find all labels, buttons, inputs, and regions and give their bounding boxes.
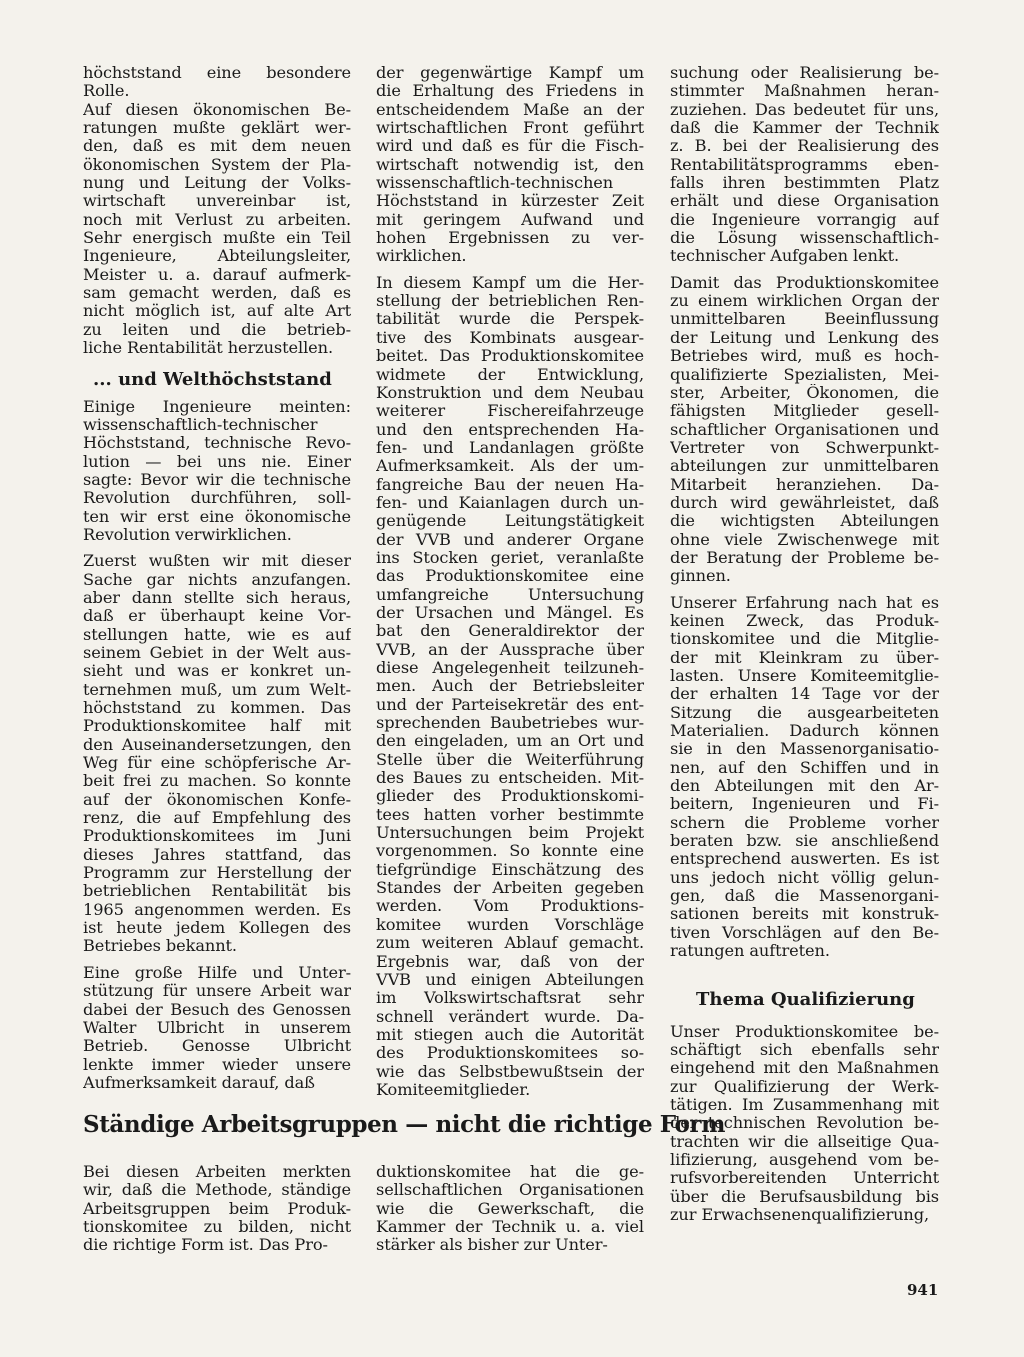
text-line: zur Erwachsenenqualifizierung,	[670, 1205, 930, 1224]
text-line: den eingeladen, um an Ort und	[376, 732, 644, 751]
text-line: sieht und was er konkret un-	[83, 662, 351, 681]
text-line: schaftlicher Organisationen und	[670, 420, 939, 439]
text-line: ginnen.	[670, 567, 731, 586]
text-line: Materialien. Dadurch können	[670, 722, 939, 741]
text-line: Auf diesen ökonomischen Be-	[83, 100, 351, 119]
text-line: wird und daß es für die Fisch-	[376, 137, 644, 156]
text-line: und den entsprechenden Ha-	[376, 420, 644, 439]
text-line: tiven Vorschlägen auf den Be-	[670, 923, 939, 942]
text-line: diese Angelegenheit teilzuneh-	[376, 659, 644, 677]
text-line: höchststand eine besondere	[83, 64, 351, 82]
text-line: daß die Kammer der Technik	[670, 119, 939, 138]
text-line: schern die Probleme vorher	[670, 813, 939, 832]
text-line: Betriebes bekannt.	[83, 937, 237, 956]
text-line: wirtschaft unvereinbar ist,	[83, 192, 351, 211]
text-line: Walter Ulbricht in unserem	[83, 1018, 351, 1037]
text-line: tätigen. Im Zusammenhang mit	[670, 1095, 939, 1114]
text-line: Stelle über die Weiterführung	[376, 750, 644, 769]
text-line: gen, daß die Massenorgani-	[670, 887, 939, 906]
text-line: der Leitung und Lenkung des	[670, 328, 939, 347]
text-line: des Baues zu entscheiden. Mit-	[376, 769, 644, 788]
text-line: Vertreter von Schwerpunkt-	[670, 438, 939, 457]
text-line: daß er überhaupt keine Vor-	[83, 607, 351, 626]
text-line: Revolution verwirklichen.	[83, 525, 292, 544]
lower-column-1	[83, 1163, 351, 1255]
text-line: In diesem Kampf um die Her-	[376, 273, 644, 292]
subheading-thema-qualifizierung: Thema Qualifizierung	[696, 988, 915, 1010]
text-line: sam gemacht werden, daß es	[83, 284, 351, 303]
text-line: stellungen hatte, wie es auf	[83, 625, 351, 644]
text-line: wie das Selbstbewußtsein der	[376, 1062, 644, 1081]
text-line: 1965 angenommen werden. Es	[83, 900, 351, 919]
text-line: beitern, Ingenieuren und Fi-	[670, 795, 939, 814]
text-line: keinen Zweck, das Produk-	[670, 611, 939, 630]
column-1-body-bottom	[83, 398, 351, 1093]
text-line: erhält und diese Organisation	[670, 192, 939, 211]
text-line: der mit Kleinkram zu über-	[670, 648, 939, 667]
text-line: wirtschaftlichen Front geführt	[376, 119, 644, 138]
text-line: beitet. Das Produktionskomitee	[376, 347, 644, 366]
text-line: Sehr energisch mußte ein Teil	[83, 229, 351, 248]
text-line: glieder des Produktionskomi-	[376, 787, 644, 806]
text-line: wie die Gewerkschaft, die	[376, 1199, 644, 1218]
text-line: zu einem wirklichen Organ der	[670, 292, 939, 311]
text-line: ohne viele Zwischenwege mit	[670, 530, 939, 549]
text-line: sationen bereits mit konstruk-	[670, 905, 939, 924]
text-line: Revolution durchführen, soll-	[83, 489, 351, 508]
text-line: Programm zur Herstellung der	[83, 864, 351, 883]
text-line: entscheidendem Maße an der	[376, 100, 644, 119]
text-line: Sache gar nichts anzufangen.	[83, 570, 351, 589]
text-line: wir, daß die Methode, ständige	[83, 1181, 351, 1200]
text-line: seinem Gebiet in der Welt aus-	[83, 643, 351, 662]
text-line: über die Berufsausbildung bis	[670, 1187, 939, 1206]
text-line: Einige Ingenieure meinten:	[83, 397, 351, 416]
text-line: Damit das Produktionskomitee	[670, 273, 939, 292]
text-line: und der Parteisekretär des ent-	[376, 695, 644, 714]
text-line: vorgenommen. So konnte eine	[376, 842, 644, 861]
text-line: Aufmerksamkeit. Als der um-	[376, 457, 644, 476]
text-line: Sitzung die ausgearbeiteten	[670, 703, 939, 722]
text-line: uns jedoch nicht völlig gelun-	[670, 868, 939, 887]
page-number: 941	[907, 1281, 939, 1299]
paragraph	[670, 594, 939, 961]
text-line: tionskomitee zu bilden, nicht	[83, 1218, 351, 1237]
text-line: technischer Aufgaben lenkt.	[670, 247, 900, 266]
text-line: ten wir erst eine ökonomische	[83, 507, 351, 526]
text-line: wirklichen.	[376, 247, 467, 266]
column-1-body-top	[83, 64, 351, 358]
text-line: die wichtigsten Abteilungen	[670, 512, 939, 531]
text-line: umfangreiche Untersuchung	[376, 585, 644, 604]
text-line: Arbeitsgruppen beim Produk-	[83, 1199, 351, 1218]
text-line: komitee wurden Vorschläge	[376, 915, 644, 934]
text-line: nicht möglich ist, auf alte Art	[83, 302, 351, 321]
text-line: Zuerst wußten wir mit dieser	[83, 552, 351, 571]
text-line: wissenschaftlich-technischer	[83, 415, 318, 434]
text-line: lenkte immer wieder unsere	[83, 1055, 351, 1074]
text-line: ratungen mußte geklärt wer-	[83, 119, 351, 138]
text-line: mit geringem Aufwand und	[376, 210, 644, 229]
text-line: eingehend mit den Maßnahmen	[670, 1059, 939, 1078]
text-line: tabilität wurde die Perspek-	[376, 310, 644, 329]
text-line: men. Auch der Betriebsleiter	[376, 677, 644, 696]
text-line: im Volkswirtschaftsrat sehr	[376, 989, 644, 1008]
paragraph	[83, 398, 351, 545]
text-line: sprechenden Baubetriebes wur-	[376, 714, 644, 733]
text-line: suchung oder Realisierung be-	[670, 64, 939, 82]
paragraph	[83, 101, 351, 358]
text-line: nung und Leitung der Volks-	[83, 174, 351, 193]
text-line: den, daß es mit dem neuen	[83, 137, 351, 156]
text-line: ökonomischen System der Pla-	[83, 155, 351, 174]
text-line: stimmter Maßnahmen heran-	[670, 82, 939, 101]
text-line: aber dann stellte sich heraus,	[83, 588, 351, 607]
text-line: dieses Jahres stattfand, das	[83, 845, 351, 864]
text-line: werden. Vom Produktions-	[376, 897, 644, 916]
text-line: falls ihren bestimmten Platz	[670, 174, 939, 193]
text-line: stellung der betrieblichen Ren-	[376, 292, 644, 311]
text-line: widmete der Entwicklung,	[376, 365, 644, 384]
text-line: Aufmerksamkeit darauf, daß	[83, 1073, 315, 1092]
text-line: fen- und Landanlagen größte	[376, 438, 644, 457]
text-line: nen, auf den Schiffen und in	[670, 758, 939, 777]
text-line: der technischen Revolution be-	[670, 1114, 939, 1133]
text-line: lasten. Unsere Komiteemitglie-	[670, 667, 939, 685]
text-line: Betrieb. Genosse Ulbricht	[83, 1037, 351, 1056]
text-line: fen- und Kaianlagen durch un-	[376, 493, 644, 512]
text-line: Unserer Erfahrung nach hat es	[670, 593, 939, 612]
text-line: qualifizierte Spezialisten, Mei-	[670, 365, 939, 384]
text-line: stärker als bisher zur Unter-	[376, 1236, 608, 1255]
text-line: dabei der Besuch des Genossen	[83, 1000, 351, 1019]
text-line: Rentabilitätsprogramms eben-	[670, 155, 939, 174]
text-line: zum weiteren Ablauf gemacht.	[376, 934, 644, 953]
text-line: ster, Arbeiter, Ökonomen, die	[670, 383, 939, 402]
text-line: tive des Kombinats ausgear-	[376, 328, 644, 347]
paragraph	[670, 274, 939, 586]
text-line: des Produktionskomitees so-	[376, 1044, 644, 1063]
text-line: Konstruktion und dem Neubau	[376, 383, 644, 402]
text-line: Kammer der Technik u. a. viel	[376, 1218, 644, 1237]
text-line: das Produktionskomitee eine	[376, 567, 644, 586]
text-line: sie in den Massenorganisatio-	[670, 740, 939, 759]
text-line: Untersuchungen beim Projekt	[376, 824, 644, 843]
lower-column-1-paragraph	[83, 1163, 351, 1255]
paragraph	[83, 964, 351, 1092]
text-line: wissenschaftlich-technischen	[376, 174, 614, 193]
text-line: die Erhaltung des Friedens in	[376, 82, 644, 101]
column-3	[670, 64, 939, 1224]
text-line: schnell verändert wurde. Da-	[376, 1007, 644, 1026]
text-line: ternehmen muß, um zum Welt-	[83, 680, 351, 699]
column-3-body-top	[670, 64, 939, 961]
article-headline: Ständige Arbeitsgruppen — nicht die richtige Form	[83, 1111, 726, 1138]
text-line: den Auseinandersetzungen, den	[83, 735, 351, 754]
paragraph	[83, 552, 351, 956]
text-line: wirtschaft notwendig ist, den	[376, 155, 644, 174]
paragraph	[376, 274, 644, 1099]
text-line: fähigsten Mitglieder gesell-	[670, 402, 939, 421]
text-line: sagte: Bevor wir die technische	[83, 470, 351, 489]
text-line: die Lösung wissenschaftlich-	[670, 229, 939, 248]
text-line: Eine große Hilfe und Unter-	[83, 963, 351, 982]
text-line: genügende Leitungstätigkeit	[376, 512, 644, 531]
text-line: ins Stocken geriet, veranlaßte	[376, 548, 644, 567]
text-line: Ergebnis war, daß von der	[376, 952, 644, 971]
text-line: ist heute jedem Kollegen des	[83, 919, 351, 938]
text-line: liche Rentabilität herzustellen.	[83, 339, 334, 358]
text-line: stützung für unsere Arbeit war	[83, 982, 351, 1001]
text-line: Betriebes wird, muß es hoch-	[670, 347, 939, 366]
text-line: Produktionskomitee half mit	[83, 717, 351, 736]
text-line: zuziehen. Das bedeutet für uns,	[670, 100, 939, 119]
text-line: Standes der Arbeiten gegeben	[376, 879, 644, 898]
paragraph	[376, 64, 644, 266]
subheading-welthoechststand: ... und Welthöchststand	[93, 368, 332, 390]
text-line: tionskomitee und die Mitglie-	[670, 630, 939, 649]
text-line: trachten wir die allseitige Qua-	[670, 1132, 939, 1151]
text-line: die richtige Form ist. Das Pro-	[83, 1236, 328, 1255]
text-line: Rolle.	[83, 82, 130, 101]
text-line: der Ursachen und Mängel. Es	[376, 603, 644, 622]
text-line: betrieblichen Rentabilität bis	[83, 882, 351, 901]
text-line: den Abteilungen mit den Ar-	[670, 777, 939, 796]
text-line: Höchststand, technische Revo-	[83, 434, 351, 453]
text-line: mit stiegen auch die Autorität	[376, 1025, 644, 1044]
text-line: VVB und einigen Abteilungen	[376, 970, 644, 989]
text-line: Mitarbeit heranziehen. Da-	[670, 475, 939, 494]
text-line: bat den Generaldirektor der	[376, 622, 644, 641]
paragraph	[670, 64, 939, 266]
column-1	[83, 64, 351, 1092]
text-line: ratungen auftreten.	[670, 942, 830, 961]
text-line: rufsvorbereitenden Unterricht	[670, 1169, 939, 1188]
text-line: höchststand zu kommen. Das	[83, 699, 351, 717]
text-line: lution — bei uns nie. Einer	[83, 452, 351, 471]
text-line: Produktionskomitees im Juni	[83, 827, 351, 846]
column-2-body	[376, 64, 644, 1099]
text-line: Bei diesen Arbeiten merkten	[83, 1163, 351, 1181]
text-line: Höchststand in kürzester Zeit	[376, 192, 644, 211]
text-line: z. B. bei der Realisierung des	[670, 137, 939, 156]
text-line: der Beratung der Probleme be-	[670, 548, 939, 567]
text-line: Weg für eine schöpferische Ar-	[83, 754, 351, 773]
text-line: fangreiche Bau der neuen Ha-	[376, 475, 644, 494]
text-line: der gegenwärtige Kampf um	[376, 64, 644, 82]
text-line: durch wird gewährleistet, daß	[670, 493, 939, 512]
text-line: Ingenieure, Abteilungsleiter,	[83, 247, 351, 266]
lower-column-2-paragraph	[376, 1163, 644, 1255]
text-line: schäftigt sich ebenfalls sehr	[670, 1040, 939, 1059]
text-line: duktionskomitee hat die ge-	[376, 1163, 644, 1181]
text-line: die Ingenieure vorrangig auf	[670, 210, 939, 229]
text-line: Meister u. a. darauf aufmerk-	[83, 265, 351, 284]
text-line: Komiteemitglieder.	[376, 1080, 531, 1099]
text-line: renz, die auf Empfehlung des	[83, 809, 351, 828]
lower-column-2	[376, 1163, 644, 1255]
text-line: tiefgründige Einschätzung des	[376, 860, 644, 879]
text-line: abteilungen zur unmittelbaren	[670, 457, 939, 476]
text-line: lifizierung, ausgehend vom be-	[670, 1150, 939, 1169]
text-line: auf der ökonomischen Konfe-	[83, 790, 351, 809]
text-line: entsprechend auswerten. Es ist	[670, 850, 939, 869]
text-line: beit frei zu machen. So konnte	[83, 772, 351, 791]
text-line: Unser Produktionskomitee be-	[670, 1022, 939, 1041]
text-line: der erhalten 14 Tage vor der	[670, 685, 939, 704]
column-2	[376, 64, 644, 1099]
paragraph	[83, 64, 351, 101]
text-line: beraten bzw. sie anschließend	[670, 832, 939, 851]
text-line: unmittelbaren Beeinflussung	[670, 310, 939, 329]
text-line: der VVB und anderer Organe	[376, 530, 644, 549]
text-line: hohen Ergebnissen zu ver-	[376, 229, 644, 248]
text-line: sellschaftlichen Organisationen	[376, 1181, 644, 1200]
text-line: VVB, an der Aussprache über	[376, 640, 644, 659]
text-line: zur Qualifizierung der Werk-	[670, 1077, 939, 1096]
text-line: tees hatten vorher bestimmte	[376, 805, 644, 824]
text-line: zu leiten und die betrieb-	[83, 320, 351, 339]
text-line: weiterer Fischereifahrzeuge	[376, 402, 644, 421]
text-line: noch mit Verlust zu arbeiten.	[83, 210, 351, 229]
